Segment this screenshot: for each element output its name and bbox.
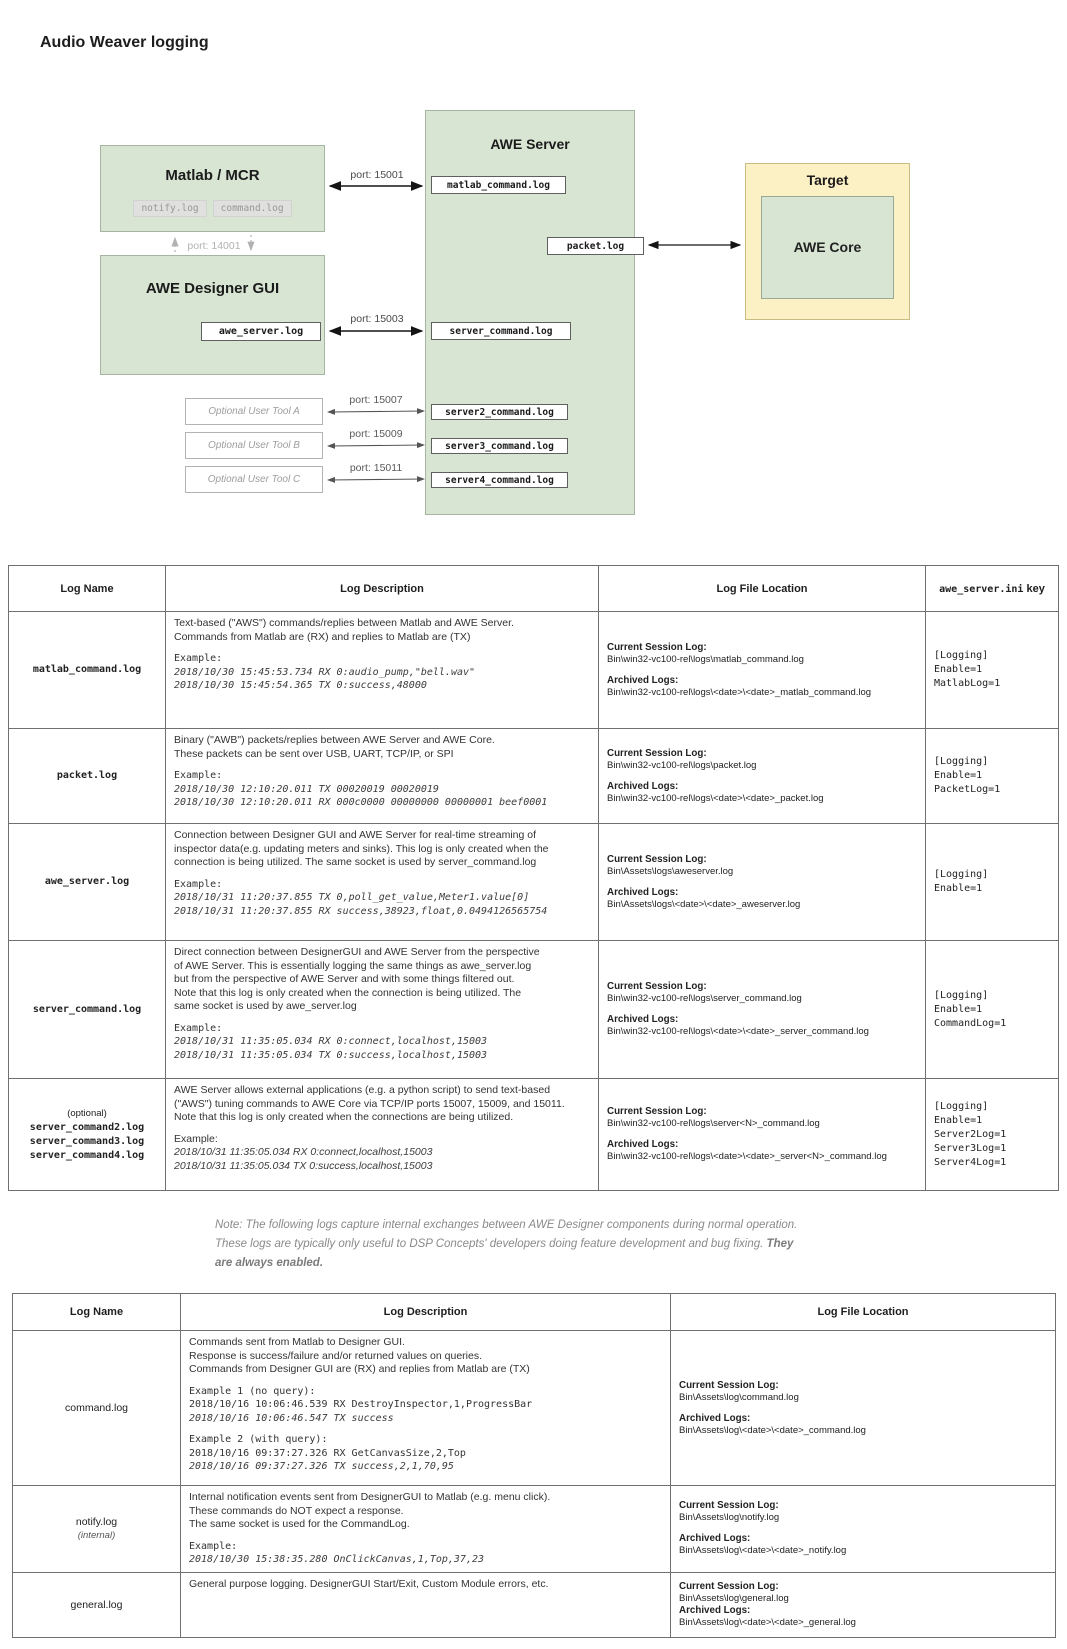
port-label-14001: port: 14001 bbox=[187, 240, 241, 252]
text-line: Bin\win32-vc100-rel\logs\server<N>_command.log bbox=[607, 1118, 820, 1129]
arrow-port-15009 bbox=[328, 445, 424, 446]
row-server-command-log bbox=[9, 941, 1059, 1079]
text-line bbox=[174, 1014, 590, 1022]
chip-command-log: command.log bbox=[213, 200, 292, 217]
table2-header-row bbox=[13, 1294, 1056, 1331]
port-label-15001: port: 15001 bbox=[350, 169, 404, 181]
log-name-cell bbox=[13, 1331, 181, 1486]
text-line: 2018/10/30 15:38:35.280 OnClickCanvas,1,Top,37,23 bbox=[189, 1554, 485, 1565]
log-name-cell bbox=[13, 1486, 181, 1573]
chip-packet-log: packet.log bbox=[547, 237, 644, 255]
text-line: Bin\win32-vc100-rel\logs\<date>\<date>_packet.log bbox=[607, 792, 824, 804]
text-line: Archived Logs: bbox=[607, 780, 679, 792]
text-line: Archived Logs: bbox=[679, 1533, 751, 1545]
note-line-bold: They bbox=[766, 1238, 794, 1250]
logs-table-internal bbox=[12, 1293, 1056, 1638]
text-line: Commands from Designer GUI are (RX) and replies from Matlab are (TX) bbox=[189, 1363, 530, 1375]
text-line: Example 1 (no query): bbox=[189, 1385, 316, 1397]
log-location-cell bbox=[599, 1079, 926, 1191]
text-line: Enable=1 bbox=[934, 883, 983, 894]
log-description-cell bbox=[181, 1486, 671, 1573]
text-line: [Logging] bbox=[934, 989, 989, 1001]
text-line: Current Session Log: bbox=[679, 1500, 779, 1512]
note-paragraph bbox=[215, 1216, 877, 1273]
text-line: 2018/10/16 10:06:46.539 RX DestroyInspector,1,ProgressBar bbox=[189, 1399, 533, 1410]
text-line bbox=[607, 772, 917, 781]
ini-key-cell bbox=[926, 612, 1059, 729]
text-line bbox=[189, 1532, 662, 1540]
log-description-cell bbox=[166, 824, 599, 941]
note-line: Note: The following logs capture internal exchanges between AWE Designer components during normal operation. bbox=[215, 1219, 798, 1231]
text-line: 2018/10/30 12:10:20.011 TX 00020019 00020019 bbox=[174, 783, 439, 795]
text-line: 2018/10/30 12:10:20.011 RX 000c0000 00000000 00000001 beef0001 bbox=[174, 797, 548, 808]
text-line: connection is being utilized. The same socket is used by server_command.log bbox=[174, 856, 537, 868]
log-location-cell bbox=[599, 612, 926, 729]
designer-box bbox=[100, 255, 325, 375]
text-line: same socket is used by awe_server.log bbox=[174, 1000, 357, 1012]
text-line: (optional) bbox=[67, 1107, 107, 1119]
text-line bbox=[174, 761, 590, 769]
row-general-log bbox=[13, 1572, 1056, 1637]
text-line: Current Session Log: bbox=[607, 747, 707, 759]
text-line: command.log bbox=[64, 1402, 129, 1414]
text-line: Text-based ("AWS") commands/replies between Matlab and AWE Server. bbox=[174, 617, 514, 629]
text-line: Direct connection between DesignerGUI and AWE Server from the perspective bbox=[174, 946, 540, 958]
text-line: Bin\Assets\log\<date>\<date>_notify.log bbox=[679, 1545, 847, 1557]
log-name-cell bbox=[13, 1572, 181, 1637]
port-label-15007: port: 15007 bbox=[349, 394, 403, 406]
text-line: Example: bbox=[174, 770, 223, 781]
text-line: Bin\win32-vc100-rel\logs\packet.log bbox=[607, 759, 757, 771]
text-line: Bin\Assets\logs\<date>\<date>_aweserver.log bbox=[607, 898, 801, 910]
awe-server-box bbox=[425, 110, 635, 515]
diagram bbox=[0, 0, 1067, 530]
text-line: Example: bbox=[189, 1540, 238, 1552]
text-line: Bin\win32-vc100-rel\logs\<date>\<date>_matlab_command.log bbox=[607, 686, 872, 698]
text-line: 2018/10/30 15:45:54.365 TX 0:success,48000 bbox=[174, 680, 427, 691]
text-line bbox=[174, 644, 590, 652]
log-location-cell bbox=[671, 1486, 1056, 1573]
tool-box-b: Optional User Tool B bbox=[185, 432, 323, 459]
text-line bbox=[679, 1404, 1047, 1413]
text-line: Commands from Matlab are (RX) and replies to Matlab are (TX) bbox=[174, 630, 471, 643]
text-line: server_command2.log bbox=[29, 1121, 145, 1133]
text-line: server_command.log bbox=[32, 1003, 142, 1015]
note-line-bold: are always enabled. bbox=[215, 1257, 324, 1269]
text-line: Archived Logs: bbox=[607, 1014, 679, 1025]
text-line: Current Session Log: bbox=[679, 1379, 779, 1391]
text-line: server_command3.log bbox=[29, 1135, 145, 1147]
text-line: inspector data(e.g. updating meters and sinks). This log is only created when the bbox=[174, 842, 549, 855]
text-line: 2018/10/30 15:45:53.734 RX 0:audio_pump,"bell.wav" bbox=[174, 666, 476, 678]
text-line: Note that this log is only created when the connection is being utilized. The bbox=[174, 986, 522, 999]
text-line: Example: bbox=[174, 653, 223, 664]
log-description-cell bbox=[181, 1331, 671, 1486]
text-line: MatlabLog=1 bbox=[934, 678, 1001, 689]
chip-server-command-log: server_command.log bbox=[431, 322, 571, 340]
text-line: The same socket is used for the CommandLog. bbox=[189, 1518, 410, 1530]
log-description-cell bbox=[166, 612, 599, 729]
chip-notify-log: notify.log bbox=[133, 200, 206, 217]
row-matlab-command-log bbox=[9, 612, 1059, 729]
text-line: 2018/10/31 11:35:05.034 TX 0:success,localhost,15003 bbox=[174, 1159, 433, 1172]
log-description-cell bbox=[166, 729, 599, 824]
ini-key-cell bbox=[926, 824, 1059, 941]
chip-server3-command-log: server3_command.log bbox=[431, 438, 568, 454]
text-line bbox=[189, 1425, 662, 1433]
text-line: of AWE Server. This is essentially logging the same things as awe_server.log bbox=[174, 959, 532, 972]
header-log-name: Log Name bbox=[9, 566, 166, 612]
text-line: packet.log bbox=[56, 770, 118, 781]
text-line: Bin\Assets\logs\aweserver.log bbox=[607, 865, 734, 877]
text-line: Enable=1 bbox=[934, 1114, 983, 1126]
note-line-text: These logs are typically only useful to DSP Concepts' developers doing feature development and bug fixing. bbox=[215, 1238, 767, 1250]
ini-filename: awe_server.ini bbox=[939, 583, 1024, 595]
log-description-cell bbox=[166, 941, 599, 1079]
row-command-log bbox=[13, 1331, 1056, 1486]
ini-key-word: key bbox=[1023, 582, 1045, 595]
log-location-cell bbox=[599, 824, 926, 941]
text-line: Bin\win32-vc100-rel\logs\<date>\<date>_server_command.log bbox=[607, 1026, 869, 1037]
text-line: server_command4.log bbox=[29, 1149, 145, 1161]
matlab-chips bbox=[101, 200, 324, 217]
text-line: Current Session Log: bbox=[607, 1106, 707, 1117]
text-line bbox=[174, 1125, 590, 1133]
chip-matlab-command-log: matlab_command.log bbox=[431, 176, 566, 194]
text-line: 2018/10/16 09:37:27.326 TX success,2,1,70,95 bbox=[189, 1461, 454, 1472]
text-line: 2018/10/31 11:35:05.034 RX 0:connect,localhost,15003 bbox=[174, 1036, 488, 1047]
header-log-description: Log Description bbox=[166, 566, 599, 612]
text-line: Bin\Assets\log\<date>\<date>_command.log bbox=[679, 1424, 866, 1436]
target-title: Target bbox=[806, 172, 849, 188]
log-name-cell bbox=[9, 1079, 166, 1191]
page-title: Audio Weaver logging bbox=[40, 34, 209, 51]
text-line: 2018/10/31 11:20:37.855 TX 0,poll_get_value,Meter1.value[0] bbox=[174, 892, 530, 903]
text-line: Bin\win32-vc100-rel\logs\matlab_command.log bbox=[607, 653, 804, 665]
log-name-cell bbox=[9, 729, 166, 824]
text-line: Current Session Log: bbox=[607, 853, 707, 865]
log-description-cell bbox=[181, 1572, 671, 1637]
text-line: Bin\Assets\log\command.log bbox=[679, 1391, 799, 1403]
text-line: Archived Logs: bbox=[607, 886, 679, 898]
note-line bbox=[215, 1254, 877, 1273]
text-line: Server2Log=1 bbox=[934, 1128, 1007, 1140]
text-line: [Logging] bbox=[934, 756, 989, 767]
text-line bbox=[607, 878, 917, 887]
text-line bbox=[607, 1130, 917, 1139]
text-line: These packets can be sent over USB, UART, TCP/IP, or SPI bbox=[174, 747, 454, 760]
text-line: CommandLog=1 bbox=[934, 1017, 1007, 1029]
text-line: Connection between Designer GUI and AWE Server for real-time streaming of bbox=[174, 829, 537, 841]
tool-box-a: Optional User Tool A bbox=[185, 398, 323, 425]
header-log-name: Log Name bbox=[13, 1294, 181, 1331]
log-description-cell bbox=[166, 1079, 599, 1191]
matlab-title: Matlab / MCR bbox=[165, 167, 260, 184]
text-line: Archived Logs: bbox=[679, 1604, 751, 1616]
text-line: 2018/10/31 11:20:37.855 RX success,38923,float,0.0494126565754 bbox=[174, 905, 548, 917]
text-line: 2018/10/16 10:06:46.547 TX success bbox=[189, 1412, 394, 1424]
text-line: Response is success/failure and/or returned values on queries. bbox=[189, 1349, 482, 1362]
text-line: Bin\Assets\log\notify.log bbox=[679, 1512, 780, 1524]
text-line: notify.log bbox=[75, 1515, 118, 1528]
text-line: Example: bbox=[174, 878, 223, 890]
text-line: General purpose logging. DesignerGUI Start/Exit, Custom Module errors, etc. bbox=[189, 1577, 549, 1590]
text-line: Bin\win32-vc100-rel\logs\server_command.log bbox=[607, 993, 802, 1004]
text-line: 2018/10/31 11:35:05.034 TX 0:success,localhost,15003 bbox=[174, 1049, 488, 1061]
log-location-cell bbox=[671, 1572, 1056, 1637]
text-line: PacketLog=1 bbox=[934, 784, 1001, 795]
note-line bbox=[215, 1235, 877, 1254]
log-location-cell bbox=[599, 941, 926, 1079]
text-line: Server4Log=1 bbox=[934, 1156, 1007, 1168]
text-line: Binary ("AWB") packets/replies between AWE Server and AWE Core. bbox=[174, 734, 495, 746]
text-line: Example: bbox=[174, 1132, 218, 1145]
text-line: AWE Server allows external applications (e.g. a python script) to send text-based bbox=[174, 1084, 551, 1096]
ini-key-cell bbox=[926, 941, 1059, 1079]
text-line bbox=[679, 1524, 1047, 1533]
header-log-description: Log Description bbox=[181, 1294, 671, 1331]
header-ini-key bbox=[926, 566, 1059, 612]
arrow-port-15007 bbox=[328, 411, 424, 412]
log-name-cell bbox=[9, 612, 166, 729]
awe-server-title: AWE Server bbox=[490, 136, 570, 152]
text-line: Commands sent from Matlab to Designer GUI. bbox=[189, 1336, 405, 1348]
logs-table-primary bbox=[8, 565, 1059, 1191]
text-line: Server3Log=1 bbox=[934, 1142, 1007, 1154]
text-line: Current Session Log: bbox=[607, 641, 707, 653]
log-name-cell bbox=[9, 941, 166, 1079]
text-line: Archived Logs: bbox=[607, 1139, 679, 1150]
text-line: Bin\Assets\log\<date>\<date>_general.log bbox=[679, 1616, 856, 1628]
text-line: Example 2 (with query): bbox=[189, 1434, 328, 1445]
port-label-15003: port: 15003 bbox=[350, 313, 404, 325]
arrow-port-15011 bbox=[328, 479, 424, 480]
row-awe-server-log bbox=[9, 824, 1059, 941]
target-box bbox=[745, 163, 910, 320]
text-line: These commands do NOT expect a response. bbox=[189, 1504, 404, 1517]
row-notify-log bbox=[13, 1486, 1056, 1573]
text-line: (internal) bbox=[77, 1529, 116, 1541]
text-line: Current Session Log: bbox=[607, 981, 707, 992]
header-log-file-location: Log File Location bbox=[671, 1294, 1056, 1331]
ini-key-cell bbox=[926, 729, 1059, 824]
log-location-cell bbox=[599, 729, 926, 824]
table1-header-row bbox=[9, 566, 1059, 612]
chip-awe-server-log: awe_server.log bbox=[201, 322, 321, 341]
chip-server2-command-log: server2_command.log bbox=[431, 404, 568, 420]
matlab-box bbox=[100, 145, 325, 232]
port-label-15011: port: 15011 bbox=[349, 462, 403, 474]
chip-server4-command-log: server4_command.log bbox=[431, 472, 568, 488]
text-line: ("AWS") tuning commands to AWE Core via TCP/IP ports 15007, 15009, and 15011. bbox=[174, 1097, 565, 1110]
ini-key-cell bbox=[926, 1079, 1059, 1191]
text-line: Archived Logs: bbox=[607, 674, 679, 686]
header-log-file-location: Log File Location bbox=[599, 566, 926, 612]
awe-core-box: AWE Core bbox=[761, 196, 894, 299]
text-line: [Logging] bbox=[934, 650, 989, 661]
text-line: Archived Logs: bbox=[679, 1412, 751, 1424]
text-line bbox=[607, 1005, 917, 1014]
text-line bbox=[189, 1377, 662, 1385]
log-location-cell bbox=[671, 1331, 1056, 1486]
text-line: Internal notification events sent from DesignerGUI to Matlab (e.g. menu click). bbox=[189, 1491, 551, 1503]
text-line: Bin\win32-vc100-rel\logs\<date>\<date>_server<N>_command.log bbox=[607, 1151, 887, 1162]
text-line: 2018/10/31 11:35:05.034 RX 0:connect,localhost,15003 bbox=[174, 1146, 433, 1158]
text-line: awe_server.log bbox=[44, 876, 130, 887]
tool-box-c: Optional User Tool C bbox=[185, 466, 323, 493]
text-line: general.log bbox=[70, 1598, 123, 1611]
text-line: Enable=1 bbox=[934, 1003, 983, 1015]
row-packet-log bbox=[9, 729, 1059, 824]
text-line: Bin\Assets\log\general.log bbox=[679, 1592, 789, 1604]
row-serverN-command-log bbox=[9, 1079, 1059, 1191]
text-line: [Logging] bbox=[934, 1100, 989, 1112]
text-line: Current Session Log: bbox=[679, 1580, 779, 1592]
text-line: [Logging] bbox=[934, 869, 989, 880]
text-line bbox=[174, 870, 590, 878]
text-line: matlab_command.log bbox=[32, 664, 142, 675]
designer-title: AWE Designer GUI bbox=[145, 280, 280, 297]
port-label-15009: port: 15009 bbox=[349, 428, 403, 440]
text-line: 2018/10/16 09:37:27.326 RX GetCanvasSize,2,Top bbox=[189, 1447, 466, 1459]
text-line: Example: bbox=[174, 1022, 223, 1034]
text-line: Enable=1 bbox=[934, 770, 983, 781]
text-line: Enable=1 bbox=[934, 664, 983, 675]
log-name-cell bbox=[9, 824, 166, 941]
text-line: Note that this log is only created when the connections are being utilized. bbox=[174, 1111, 514, 1123]
text-line bbox=[607, 666, 917, 675]
text-line: but from the perspective of AWE Server and with some things filtered out. bbox=[174, 973, 515, 985]
